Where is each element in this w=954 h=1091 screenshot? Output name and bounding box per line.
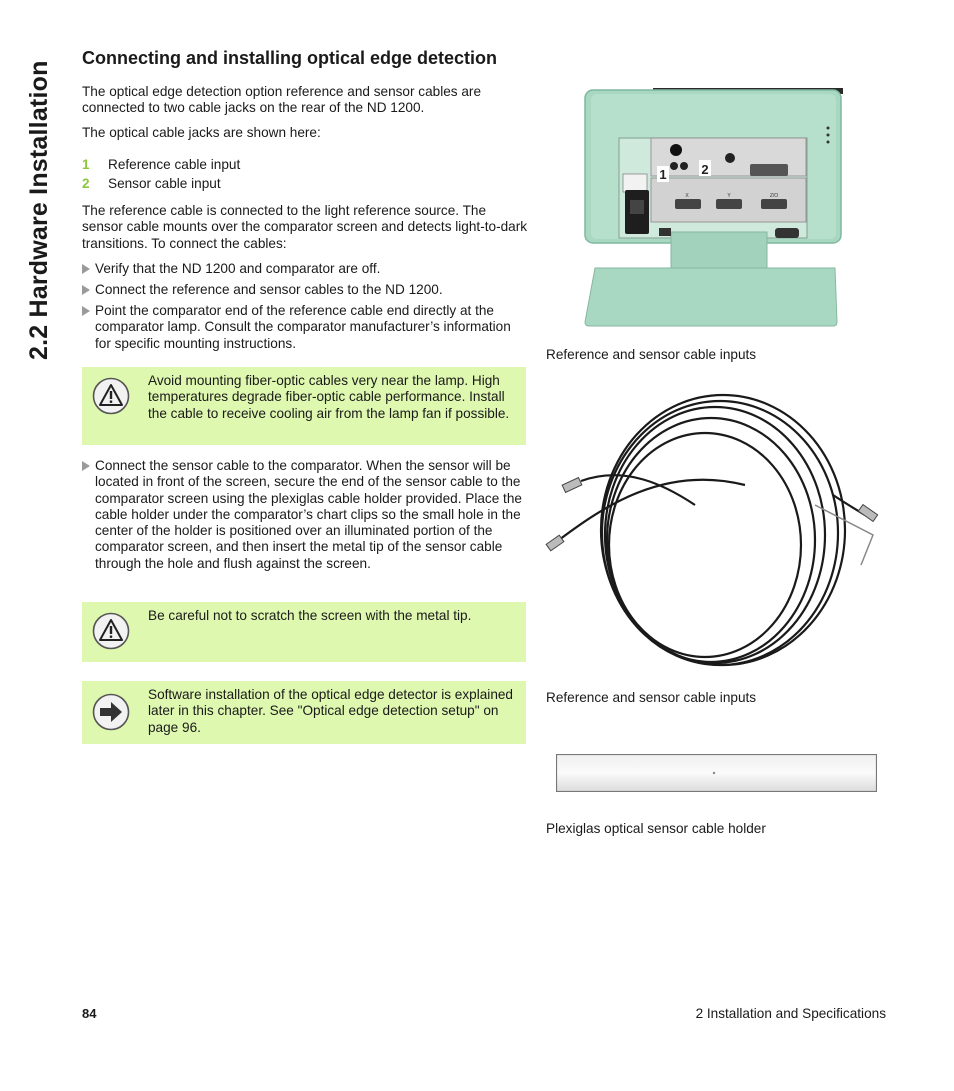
step-text: Verify that the ND 1200 and comparator are off. — [95, 261, 381, 276]
chapter-footer: 2 Installation and Specifications — [695, 1006, 886, 1021]
item-number: 2 — [82, 176, 90, 191]
port-label-x: X — [685, 193, 689, 199]
figure-caption: Reference and sensor cable inputs — [546, 690, 757, 705]
warning-icon — [92, 377, 130, 415]
item-number: 1 — [82, 157, 90, 172]
step-item — [82, 282, 528, 298]
note-text: Software installation of the optical edge detector is explained later in this chapter. See "Optical edge detection setup" on page 96. — [148, 687, 513, 735]
step-text: Point the comparator end of the reference cable end directly at the comparator lamp. Consult the comparator manufacturer’s information for specific mounting instructions. — [95, 303, 511, 351]
callout-1: 1 — [659, 167, 667, 182]
step-item — [82, 303, 528, 352]
step-item — [82, 261, 528, 277]
figure-caption: Reference and sensor cable inputs — [546, 347, 757, 362]
cable-coil-figure — [545, 385, 885, 675]
numbered-item — [82, 157, 240, 173]
section-heading: Connecting and installing optical edge detection — [82, 48, 498, 68]
sidebar-title: 2.2 Hardware Installation — [25, 60, 53, 360]
intro-paragraph: The optical cable jacks are shown here: — [82, 125, 321, 140]
plexiglas-holder-figure — [556, 754, 877, 792]
description-paragraph: The reference cable is connected to the light reference source. The sensor cable mounts over the comparator screen and detects light-to-dark transitions. To connect the cables: — [82, 203, 528, 251]
step-text: Connect the reference and sensor cables to the ND 1200. — [95, 282, 443, 297]
step-arrow-icon — [82, 306, 90, 316]
callout-2: 2 — [701, 162, 709, 177]
warning-note — [82, 367, 526, 445]
arrow-right-icon — [92, 693, 130, 731]
device-rear-figure — [583, 88, 845, 330]
port-label-z: Z/O — [769, 193, 779, 199]
port-label-y: Y — [727, 193, 731, 199]
note-text: Avoid mounting fiber-optic cables very near the lamp. High temperatures degrade fiber-optic cable performance. Install the cable to receive cooling air from the lamp fan if possible. — [148, 373, 510, 421]
item-label: Sensor cable input — [108, 176, 221, 191]
step-text: Connect the sensor cable to the comparator. When the sensor will be located in front of the screen, secure the end of the sensor cable to the comparator screen using the plexiglas cable holder provided. Place the cable holder under the comparator’s chart clips so the small hole in the center of the holder is positioned over an illuminated portion of the comparator screen, and then insert the metal tip of the sensor cable through the hole and flush against the screen. — [95, 458, 522, 571]
warning-icon — [92, 612, 130, 650]
step-arrow-icon — [82, 264, 90, 274]
warning-note — [82, 602, 526, 662]
page-number: 84 — [82, 1006, 97, 1021]
step-item — [82, 458, 528, 572]
note-text: Be careful not to scratch the screen with the metal tip. — [148, 608, 472, 623]
numbered-item — [82, 176, 221, 192]
figure-caption: Plexiglas optical sensor cable holder — [546, 821, 766, 836]
step-arrow-icon — [82, 285, 90, 295]
intro-paragraph: The optical edge detection option reference and sensor cables are connected to two cable jacks on the rear of the ND 1200. — [82, 84, 482, 116]
step-arrow-icon — [82, 461, 90, 471]
item-label: Reference cable input — [108, 157, 241, 172]
info-note — [82, 681, 526, 744]
